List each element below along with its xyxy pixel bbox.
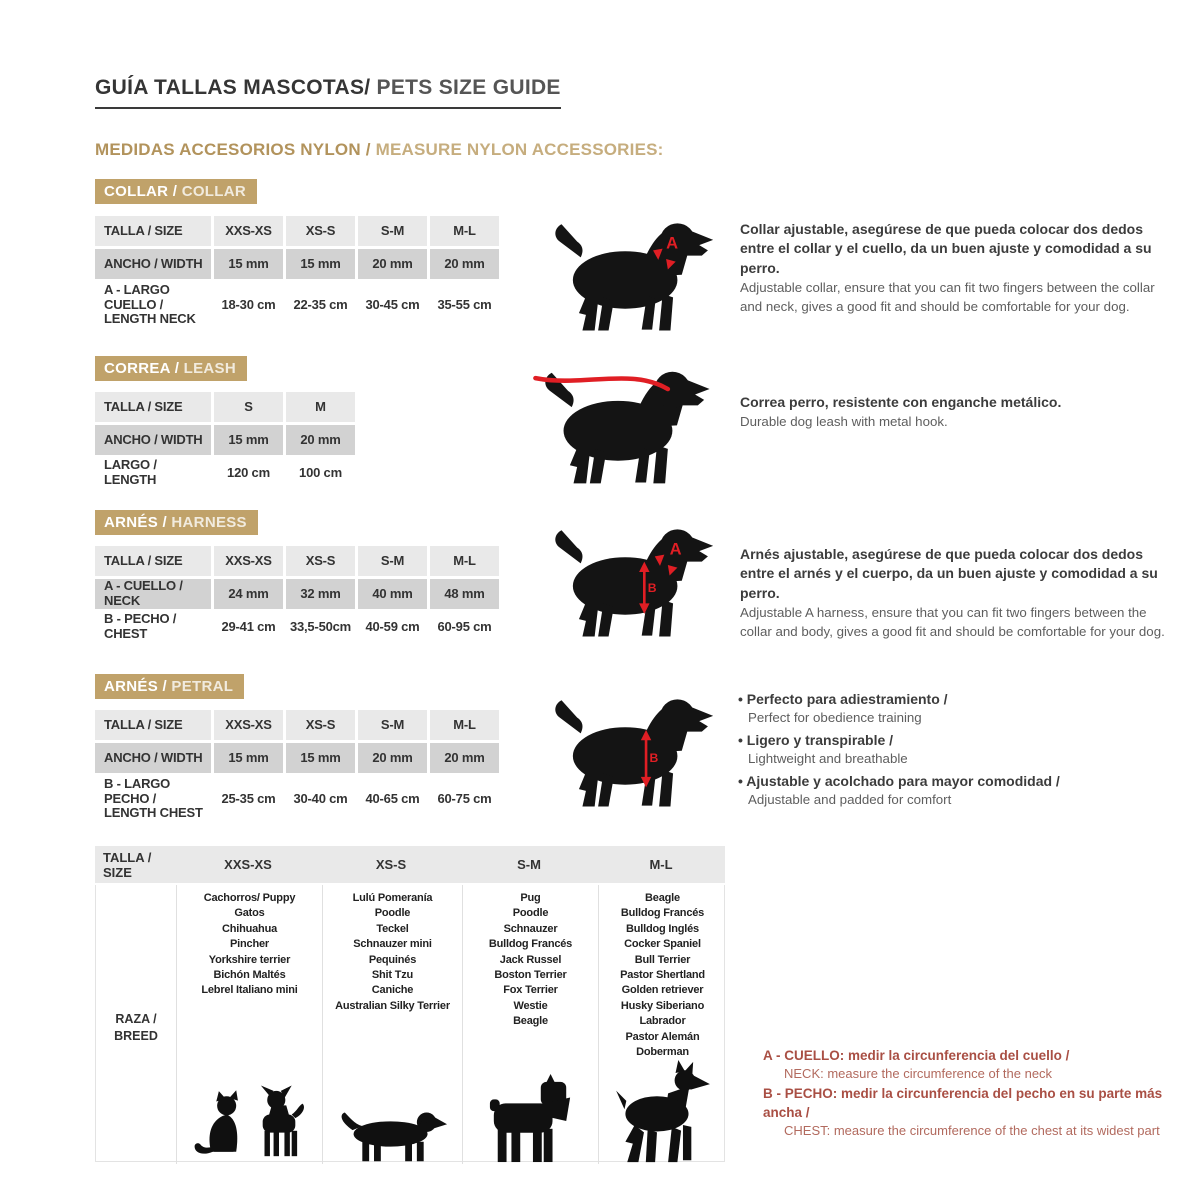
badge-es: ARNÉS / bbox=[104, 514, 167, 531]
feature-es: • Ajustable y acolchado para mayor comodidad / bbox=[738, 772, 1176, 791]
leash-size-table bbox=[95, 392, 355, 488]
harness-desc-es: Arnés ajustable, asegúrese de que pueda colocar dos dedos entre el arnés y el cuerpo, da un buen ajuste y comodidad a su perro. bbox=[740, 546, 1158, 601]
collar-size-table bbox=[95, 216, 499, 328]
petral-width-label: ANCHO / WIDTH bbox=[95, 743, 211, 773]
schnauzer-silhouette-icon bbox=[485, 1074, 577, 1164]
leash-length-label: LARGO / LENGTH bbox=[95, 458, 211, 488]
collar-header-label: TALLA / SIZE bbox=[95, 216, 211, 246]
leash-desc-es: Correa perro, resistente con enganche metálico. bbox=[740, 394, 1062, 410]
measurement-notes bbox=[763, 1046, 1200, 1140]
breed-cell-xxs-xs bbox=[176, 885, 322, 1164]
collar-width-label: ANCHO / WIDTH bbox=[95, 249, 211, 279]
leash-width-value: 15 mm bbox=[214, 425, 283, 455]
badge-es: CORREA / bbox=[104, 360, 180, 377]
petral-chest-value: 30-40 cm bbox=[286, 776, 355, 822]
chihuahua-silhouette-icon bbox=[250, 1084, 308, 1164]
petral-width-value: 20 mm bbox=[430, 743, 499, 773]
badge-en: HARNESS bbox=[166, 514, 247, 531]
petral-width-value: 15 mm bbox=[286, 743, 355, 773]
leash-width-value: 20 mm bbox=[286, 425, 355, 455]
feature-en: Adjustable and padded for comfort bbox=[748, 791, 952, 807]
petral-header-s-m: S-M bbox=[358, 710, 427, 740]
page-subtitle bbox=[95, 140, 664, 160]
dog-leash-illustration-icon bbox=[530, 360, 715, 487]
petral-chest-value: 60-75 cm bbox=[430, 776, 499, 822]
petral-width-value: 15 mm bbox=[214, 743, 283, 773]
collar-header-m-l: M-L bbox=[430, 216, 499, 246]
harness-desc-en: Adjustable A harness, ensure that you can fit two fingers between the collar and body, gives a good fit and should be comfortable for your dog. bbox=[740, 604, 1165, 639]
petral-size-table bbox=[95, 710, 499, 822]
page-subtitle-es: MEDIDAS ACCESORIOS NYLON / bbox=[95, 140, 371, 159]
dachshund-silhouette-icon bbox=[337, 1102, 449, 1164]
breed-list-m-l: Beagle Bulldog Francés Bulldog Inglés Cocker Spaniel Bull Terrier Pastor Shertland Golden retriever Husky Siberiano Labrador Pastor Alemán Doberman bbox=[620, 892, 705, 1058]
badge-en: PETRAL bbox=[166, 678, 234, 695]
breed-list-s-m: Pug Poodle Schnauzer Bulldog Francés Jack Russel Boston Terrier Fox Terrier Westie Beagle bbox=[488, 892, 573, 1028]
feature-item bbox=[738, 731, 1176, 768]
leash-length-value: 120 cm bbox=[214, 458, 283, 488]
badge-en: LEASH bbox=[179, 360, 236, 377]
note-b-es: B - PECHO: medir la circunferencia del pecho en su parte más ancha / bbox=[763, 1085, 1163, 1120]
dog-collar-illustration-icon bbox=[542, 212, 717, 334]
harness-neck-label: A - CUELLO / NECK bbox=[95, 579, 211, 609]
harness-chest-value: 29-41 cm bbox=[214, 612, 283, 642]
breed-header-s-m: S-M bbox=[517, 857, 541, 872]
collar-width-value: 20 mm bbox=[358, 249, 427, 279]
harness-chest-value: 60-95 cm bbox=[430, 612, 499, 642]
feature-es: • Ligero y transpirable / bbox=[738, 731, 1176, 750]
note-a-es: A - CUELLO: medir la circunferencia del cuello / bbox=[763, 1048, 1070, 1063]
petral-header-xxs-xs: XXS-XS bbox=[214, 710, 283, 740]
section-badge-leash bbox=[95, 356, 247, 381]
breed-list-xxs-xs: Cachorros/ Puppy Gatos Chihuahua Pincher Yorkshire terrier Bichón Maltés Lebrel Italiano mini bbox=[201, 892, 298, 997]
harness-header-xxs-xs: XXS-XS bbox=[214, 546, 283, 576]
collar-header-xxs-xs: XXS-XS bbox=[214, 216, 283, 246]
page-title bbox=[95, 76, 561, 109]
collar-desc-es: Collar ajustable, asegúrese de que pueda colocar dos dedos entre el collar y el cuello, da un buen ajuste y comodidad a su perro. bbox=[740, 221, 1152, 276]
breed-cell-s-m bbox=[462, 885, 598, 1164]
collar-width-value: 15 mm bbox=[286, 249, 355, 279]
harness-neck-value: 24 mm bbox=[214, 579, 283, 609]
harness-chest-value: 40-59 cm bbox=[358, 612, 427, 642]
harness-header-label: TALLA / SIZE bbox=[95, 546, 211, 576]
leash-description bbox=[740, 393, 1178, 432]
petral-chest-value: 40-65 cm bbox=[358, 776, 427, 822]
harness-chest-label: B - PECHO / CHEST bbox=[95, 612, 211, 642]
breed-header-m-l: M-L bbox=[649, 857, 673, 872]
harness-header-s-m: S-M bbox=[358, 546, 427, 576]
breed-table-body bbox=[95, 885, 725, 1162]
petral-header-xs-s: XS-S bbox=[286, 710, 355, 740]
badge-es: ARNÉS / bbox=[104, 678, 167, 695]
section-badge-collar bbox=[95, 179, 257, 204]
cat-silhouette-icon bbox=[192, 1084, 244, 1164]
leash-header-m: M bbox=[286, 392, 355, 422]
breed-list-xs-s: Lulú Pomeranía Poodle Teckel Schnauzer mini Pequinés Shit Tzu Caniche Australian Silky Terrier bbox=[335, 892, 450, 1012]
breed-header-xxs-xs: XXS-XS bbox=[224, 857, 272, 872]
silhouette-row bbox=[192, 1084, 308, 1164]
petral-width-value: 20 mm bbox=[358, 743, 427, 773]
leash-length-value: 100 cm bbox=[286, 458, 355, 488]
dog-petral-illustration-icon bbox=[542, 688, 717, 810]
harness-header-m-l: M-L bbox=[430, 546, 499, 576]
petral-header-label: TALLA / SIZE bbox=[95, 710, 211, 740]
petral-chest-value: 25-35 cm bbox=[214, 776, 283, 822]
collar-width-value: 20 mm bbox=[430, 249, 499, 279]
harness-neck-value: 48 mm bbox=[430, 579, 499, 609]
petral-chest-label: B - LARGO PECHO / LENGTH CHEST bbox=[95, 776, 211, 822]
marker-b-label: B bbox=[649, 751, 659, 766]
breed-header-xs-s: XS-S bbox=[375, 857, 407, 872]
harness-header-xs-s: XS-S bbox=[286, 546, 355, 576]
harness-description bbox=[740, 545, 1178, 641]
collar-neck-value: 18-30 cm bbox=[214, 282, 283, 328]
breed-cell-xs-s bbox=[322, 885, 462, 1164]
collar-header-xs-s: XS-S bbox=[286, 216, 355, 246]
breed-header-label: TALLA / SIZE bbox=[103, 849, 152, 880]
feature-item bbox=[738, 690, 1176, 727]
collar-neck-value: 35-55 cm bbox=[430, 282, 499, 328]
feature-en: Lightweight and breathable bbox=[748, 750, 908, 766]
petral-features bbox=[738, 690, 1176, 812]
collar-description bbox=[740, 220, 1178, 316]
leash-width-label: ANCHO / WIDTH bbox=[95, 425, 211, 455]
section-badge-harness bbox=[95, 510, 258, 535]
harness-neck-value: 32 mm bbox=[286, 579, 355, 609]
collar-neck-label: A - LARGO CUELLO / LENGTH NECK bbox=[95, 282, 211, 328]
collar-neck-value: 30-45 cm bbox=[358, 282, 427, 328]
marker-b-label: B bbox=[647, 581, 657, 596]
harness-chest-value: 33,5-50cm bbox=[286, 612, 355, 642]
page-title-en: PETS SIZE GUIDE bbox=[370, 76, 561, 99]
doberman-silhouette-icon bbox=[613, 1060, 713, 1164]
badge-en: COLLAR bbox=[177, 183, 246, 200]
leash-desc-en: Durable dog leash with metal hook. bbox=[740, 414, 948, 430]
petral-header-m-l: M-L bbox=[430, 710, 499, 740]
breed-row-label: RAZA / BREED bbox=[114, 1012, 158, 1043]
harness-neck-value: 40 mm bbox=[358, 579, 427, 609]
note-b-en: CHEST: measure the circumference of the chest at its widest part bbox=[784, 1122, 1160, 1138]
collar-header-s-m: S-M bbox=[358, 216, 427, 246]
marker-a-label: A bbox=[666, 233, 679, 253]
note-a-en: NECK: measure the circumference of the neck bbox=[784, 1066, 1053, 1082]
badge-es: COLLAR / bbox=[104, 183, 178, 200]
collar-desc-en: Adjustable collar, ensure that you can fit two fingers between the collar and neck, gives a good fit and should be comfortable for your dog. bbox=[740, 279, 1155, 314]
breed-table-header bbox=[95, 846, 725, 883]
section-badge-petral bbox=[95, 674, 244, 699]
harness-size-table bbox=[95, 546, 499, 642]
breed-cell-m-l bbox=[598, 885, 726, 1164]
feature-en: Perfect for obedience training bbox=[748, 709, 922, 725]
dog-harness-illustration-icon bbox=[542, 518, 717, 640]
breed-row-label-cell bbox=[96, 885, 176, 1164]
collar-width-value: 15 mm bbox=[214, 249, 283, 279]
collar-neck-value: 22-35 cm bbox=[286, 282, 355, 328]
feature-item bbox=[738, 772, 1176, 809]
feature-es: • Perfecto para adiestramiento / bbox=[738, 690, 1176, 709]
leash-header-label: TALLA / SIZE bbox=[95, 392, 211, 422]
marker-a-label: A bbox=[669, 539, 682, 559]
page-title-es: GUÍA TALLAS MASCOTAS/ bbox=[95, 76, 371, 99]
page-subtitle-en: MEASURE NYLON ACCESSORIES: bbox=[370, 140, 664, 159]
leash-header-s: S bbox=[214, 392, 283, 422]
